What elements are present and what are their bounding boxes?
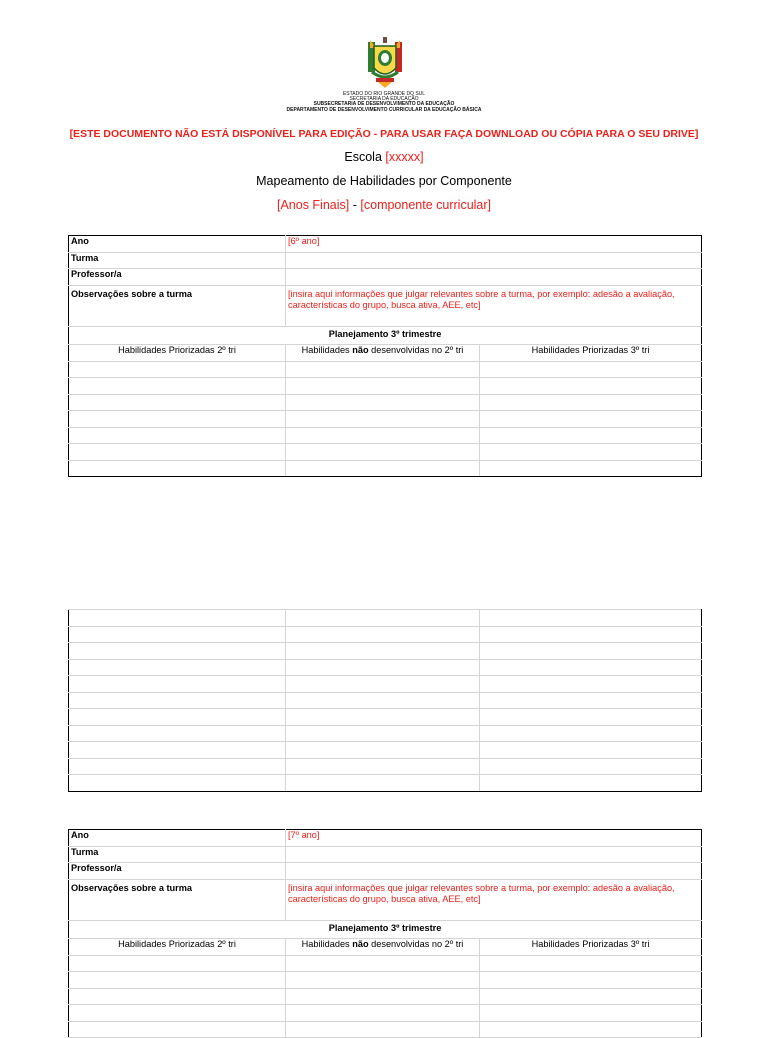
table-row xyxy=(69,1021,702,1038)
ano-label: Ano xyxy=(69,236,286,253)
table-row xyxy=(69,758,702,775)
table-row xyxy=(69,643,702,660)
planejamento-heading: Planejamento 3º trimestre xyxy=(69,326,702,345)
observacoes-value[interactable]: [insira aqui informações que julgar relevantes sobre a turma, por exemplo: adesão a avaliação, características do grupo, busca ativa, AEE, etc] xyxy=(286,285,702,326)
subtitle-line xyxy=(0,198,768,212)
table-row xyxy=(69,394,702,411)
col-header-nao-desenvolvidas: Habilidades não desenvolvidas no 2º tri xyxy=(286,939,480,956)
turma-value[interactable] xyxy=(286,252,702,269)
table-row xyxy=(69,742,702,759)
institution-line: SUBSECRETARIA DE DESENVOLVIMENTO DA EDUCAÇÃO xyxy=(313,101,455,108)
col-header-priorizadas-2tri: Habilidades Priorizadas 2º tri xyxy=(69,345,286,362)
institution-line: DEPARTAMENTO DE DESENVOLVIMENTO CURRICULAR DA EDUCAÇÃO BÁSICA xyxy=(286,106,482,113)
turma-value[interactable] xyxy=(286,846,702,863)
institution-line: SECRETARIA DA EDUCAÇÃO xyxy=(349,96,419,103)
table-row xyxy=(69,1005,702,1022)
table-row xyxy=(69,709,702,726)
col-header-nao-desenvolvidas: Habilidades não desenvolvidas no 2º tri xyxy=(286,345,480,362)
table-row xyxy=(69,460,702,477)
col-header-priorizadas-2tri: Habilidades Priorizadas 2º tri xyxy=(69,939,286,956)
table-row xyxy=(69,659,702,676)
planejamento-heading: Planejamento 3º trimestre xyxy=(69,920,702,939)
table-row xyxy=(69,427,702,444)
ano-label: Ano xyxy=(69,830,286,847)
component-label: [componente curricular] xyxy=(360,198,492,212)
table-row xyxy=(69,955,702,972)
institution-line: ESTADO DO RIO GRANDE DO SUL xyxy=(342,91,426,97)
table-row xyxy=(69,988,702,1005)
edit-notice: [ESTE DOCUMENTO NÃO ESTÁ DISPONÍVEL PARA EDIÇÃO - PARA USAR FAÇA DOWNLOAD OU CÓPIA PARA O SEU DRIVE] xyxy=(69,128,699,140)
mapping-table-6ano-continued xyxy=(68,609,702,792)
observacoes-label: Observações sobre a turma xyxy=(69,879,286,920)
table-row xyxy=(69,378,702,395)
table-row xyxy=(69,725,702,742)
professor-label: Professor/a xyxy=(69,863,286,880)
table-row xyxy=(69,361,702,378)
table-row xyxy=(69,676,702,693)
table-row xyxy=(69,692,702,709)
mapping-table-6ano xyxy=(68,235,702,477)
col-header-priorizadas-3tri: Habilidades Priorizadas 3º tri xyxy=(480,939,702,956)
table-row xyxy=(69,972,702,989)
observacoes-label: Observações sobre a turma xyxy=(69,285,286,326)
professor-value[interactable] xyxy=(286,269,702,286)
rs-coat-of-arms-icon xyxy=(362,34,408,90)
level-label: [Anos Finais] xyxy=(276,198,350,212)
table-row xyxy=(69,626,702,643)
table-row xyxy=(69,444,702,461)
professor-value[interactable] xyxy=(286,863,702,880)
ano-value[interactable]: [7º ano] xyxy=(286,830,702,847)
table-row xyxy=(69,411,702,428)
document-title: Mapeamento de Habilidades por Componente xyxy=(256,174,512,188)
escola-value: [xxxxx] xyxy=(385,150,424,164)
ano-value[interactable]: [6º ano] xyxy=(286,236,702,253)
professor-label: Professor/a xyxy=(69,269,286,286)
escola-label: Escola xyxy=(344,150,382,164)
observacoes-value[interactable]: [insira aqui informações que julgar relevantes sobre a turma, por exemplo: adesão a avaliação, características do grupo, busca ativa, AEE, etc] xyxy=(286,879,702,920)
escola-line xyxy=(0,150,768,164)
mapping-table-7ano xyxy=(68,829,702,1038)
turma-label: Turma xyxy=(69,252,286,269)
turma-label: Turma xyxy=(69,846,286,863)
table-row xyxy=(69,610,702,627)
col-header-priorizadas-3tri: Habilidades Priorizadas 3º tri xyxy=(480,345,702,362)
subtitle-dash: - xyxy=(352,198,357,212)
table-row xyxy=(69,775,702,792)
